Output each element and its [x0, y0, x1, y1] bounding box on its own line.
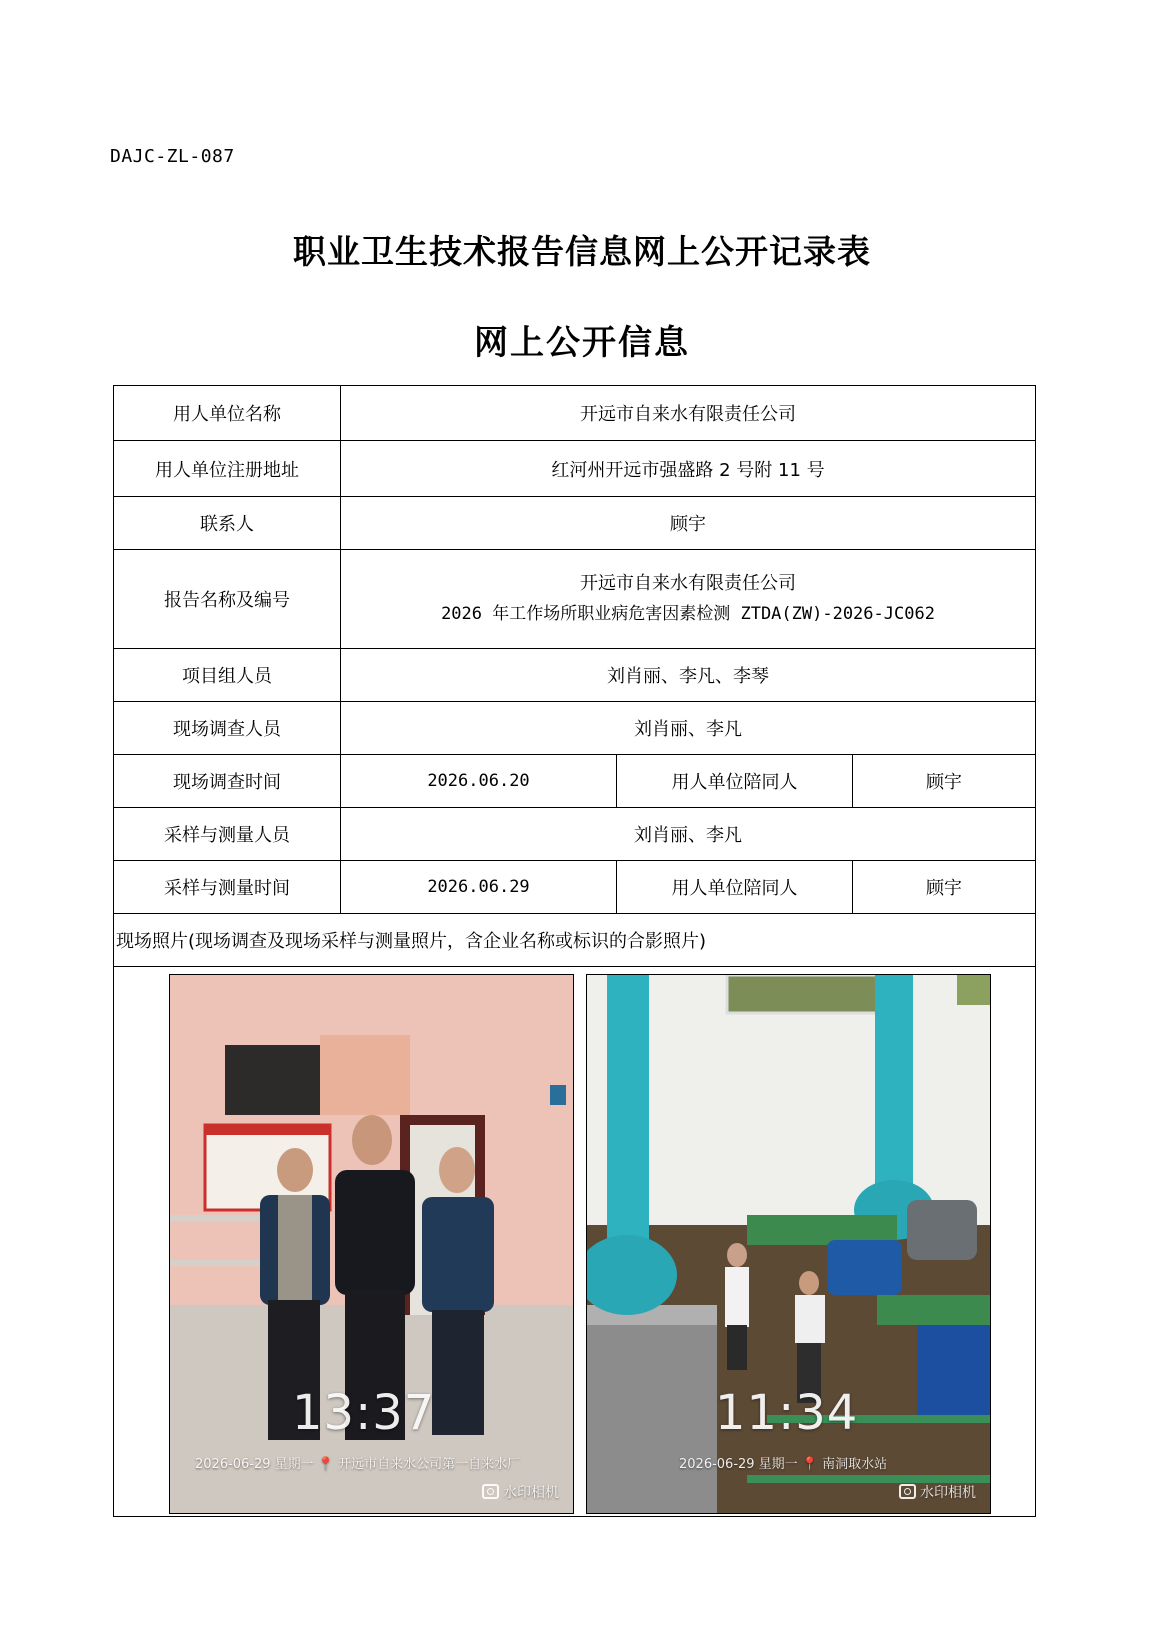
photo-date: 2026-06-29 星期一 [679, 1457, 798, 1472]
sampling-escort-label: 用人单位陪同人 [617, 861, 853, 914]
photo-time: 11:34 [715, 1385, 859, 1441]
photo-watermark [482, 1482, 559, 1502]
photo-location: 南洞取水站 [822, 1457, 888, 1472]
sampling-staff-label: 采样与测量人员 [114, 808, 341, 861]
sampling-time-value: 2026.06.29 [341, 861, 617, 914]
table-row [114, 497, 1036, 550]
survey-escort-label: 用人单位陪同人 [617, 755, 853, 808]
table-row [114, 441, 1036, 497]
survey-time-value: 2026.06.20 [341, 755, 617, 808]
report-number-line: 2026 年工作场所职业病危害因素检测 ZTDA(ZW)-2026-JC062 [441, 604, 935, 624]
contact-label: 联系人 [114, 497, 341, 550]
site-photo-pump [586, 974, 991, 1514]
watermark-brand: 水印相机 [920, 1485, 976, 1501]
section-title: 网上公开信息 [474, 323, 690, 363]
document-code: DAJC-ZL-087 [110, 146, 235, 167]
sampling-staff-value: 刘肖丽、李凡 [341, 808, 1036, 861]
sampling-escort-value: 顾宇 [853, 861, 1036, 914]
project-team-value: 刘肖丽、李凡、李琴 [341, 649, 1036, 702]
table-row [114, 808, 1036, 861]
photo-date: 2026-06-29 星期一 [195, 1457, 314, 1472]
survey-staff-label: 现场调查人员 [114, 702, 341, 755]
table-row [114, 755, 1036, 808]
contact-value: 顾宇 [341, 497, 1036, 550]
photo-time: 13:37 [292, 1385, 436, 1441]
table-row [114, 386, 1036, 441]
location-pin-icon: 📍 [801, 1457, 819, 1472]
document-title: 职业卫生技术报告信息网上公开记录表 [293, 232, 871, 271]
report-value [341, 550, 1036, 649]
photos-label: 现场照片(现场调查及现场采样与测量照片，含企业名称或标识的合影照片) [114, 914, 1036, 967]
photo-caption [679, 1453, 887, 1472]
survey-time-label: 现场调查时间 [114, 755, 341, 808]
survey-escort-value: 顾宇 [853, 755, 1036, 808]
table-row [114, 550, 1036, 649]
photo-caption [195, 1453, 520, 1472]
table-row [114, 861, 1036, 914]
employer-name-label: 用人单位名称 [114, 386, 341, 441]
photo-watermark [899, 1482, 976, 1502]
table-row [114, 702, 1036, 755]
report-name-line: 开远市自来水有限责任公司 [580, 573, 796, 594]
report-label: 报告名称及编号 [114, 550, 341, 649]
table-row [114, 914, 1036, 967]
camera-icon [482, 1484, 499, 1499]
survey-staff-value: 刘肖丽、李凡 [341, 702, 1036, 755]
location-pin-icon: 📍 [317, 1457, 335, 1472]
project-team-label: 项目组人员 [114, 649, 341, 702]
camera-icon [899, 1484, 916, 1499]
watermark-brand: 水印相机 [503, 1485, 559, 1501]
employer-address-value: 红河州开远市强盛路 2 号附 11 号 [341, 441, 1036, 497]
table-row [114, 649, 1036, 702]
employer-address-label: 用人单位注册地址 [114, 441, 341, 497]
employer-name-value: 开远市自来水有限责任公司 [341, 386, 1036, 441]
sampling-time-label: 采样与测量时间 [114, 861, 341, 914]
photo-location: 开远市自来水公司第一自来水厂 [338, 1457, 521, 1472]
site-photo-group [169, 974, 574, 1514]
